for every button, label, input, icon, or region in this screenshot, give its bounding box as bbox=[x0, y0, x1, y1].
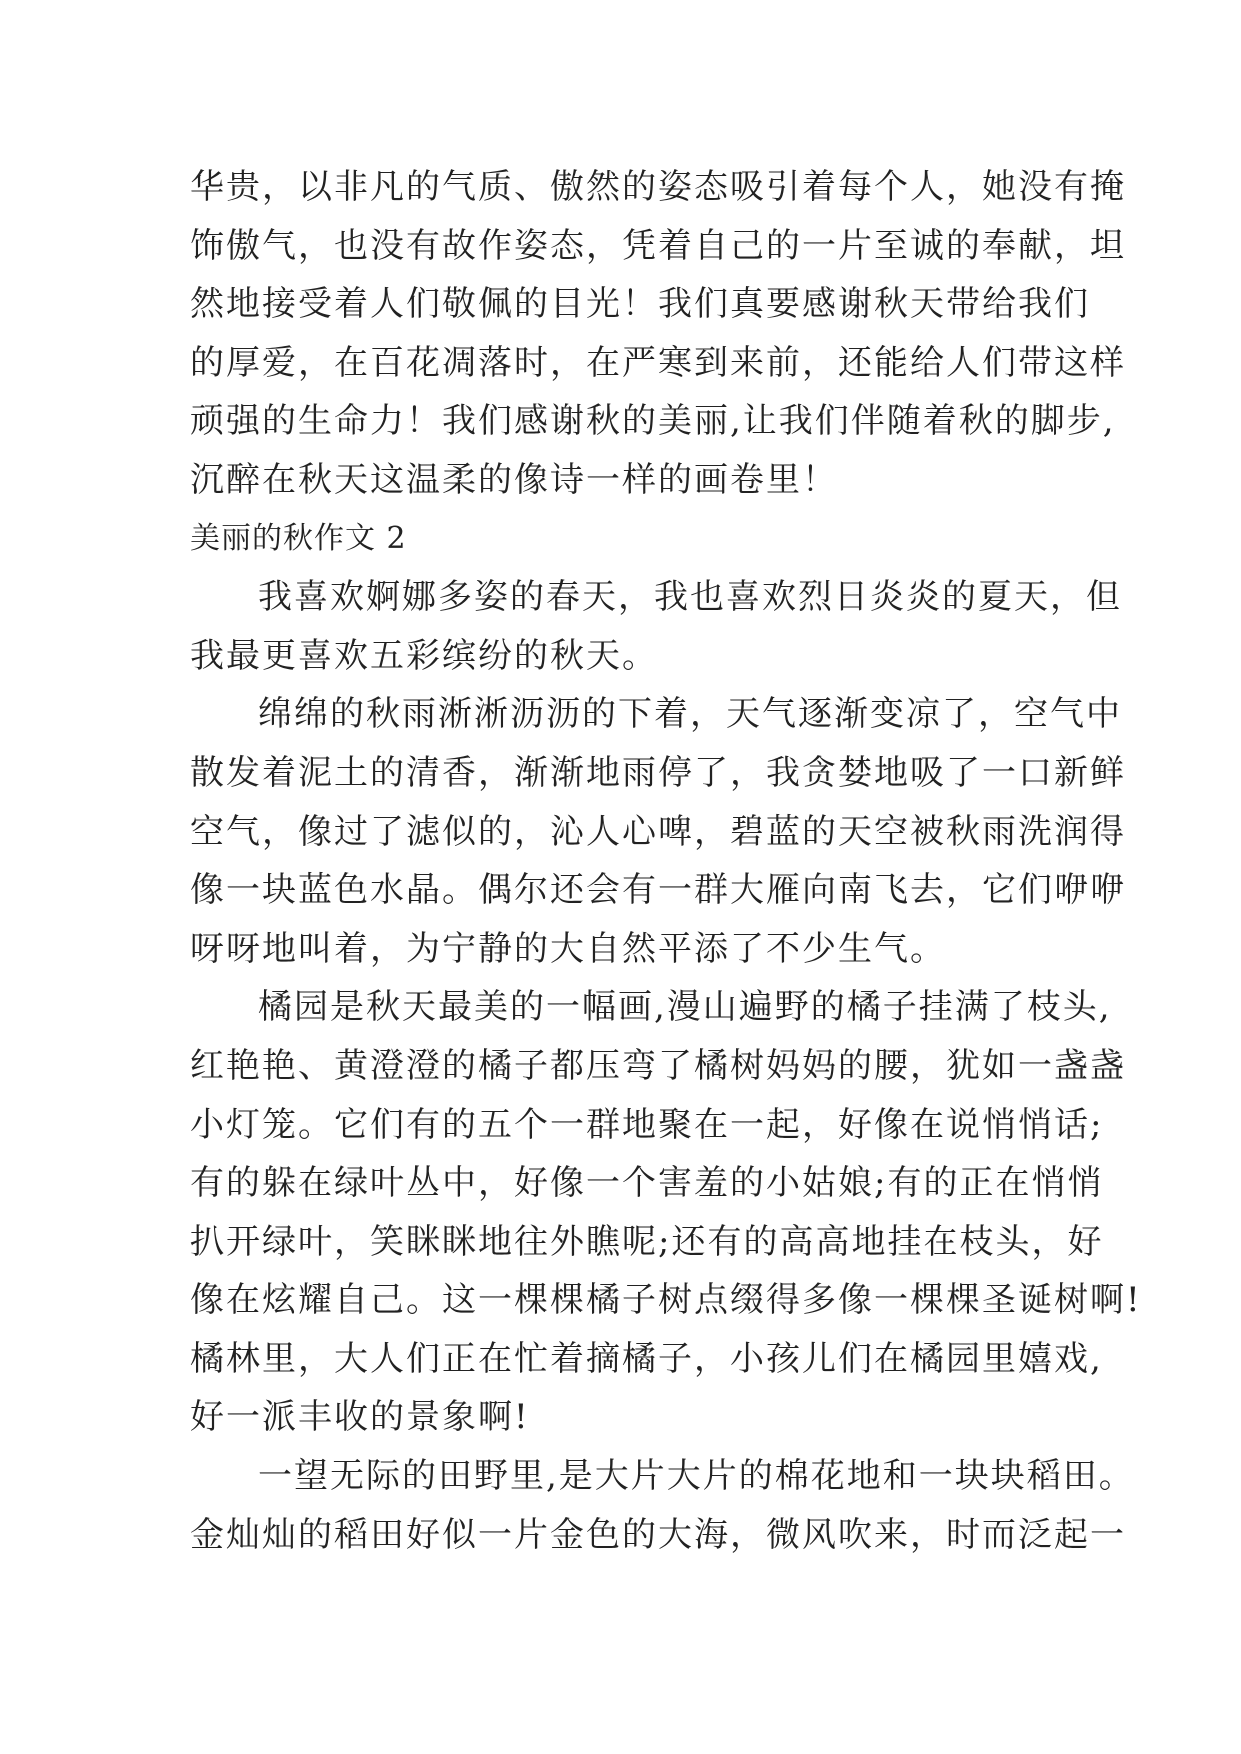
paragraph-2-line: 空气，像过了滤似的，沁人心啤，碧蓝的天空被秋雨洗润得 bbox=[190, 811, 1126, 852]
text-line: 顽强的生命力！我们感谢秋的美丽,让我们伴随着秋的脚步, bbox=[190, 401, 1116, 442]
paragraph-2-line: 绵绵的秋雨淅淅沥沥的下着，天气逐渐变凉了，空气中 bbox=[258, 694, 1122, 735]
text-line: 沉醉在秋天这温柔的像诗一样的画卷里！ bbox=[190, 459, 838, 500]
text-line: 华贵，以非凡的气质、傲然的姿态吸引着每个人，她没有掩 bbox=[190, 167, 1126, 207]
paragraph-1-line: 我喜欢婀娜多姿的春天，我也喜欢烈日炎炎的夏天，但 bbox=[258, 577, 1122, 618]
paragraph-3-line: 扒开绿叶，笑眯眯地往外瞧呢;还有的高高地挂在枝头，好 bbox=[190, 1221, 1104, 1262]
paragraph-3-line: 像在炫耀自己。这一棵棵橘子树点缀得多像一棵棵圣诞树啊! bbox=[190, 1280, 1142, 1321]
text-line: 的厚爱，在百花凋落时，在严寒到来前，还能给人们带这样 bbox=[190, 342, 1126, 383]
paragraph-3-line: 橘林里，大人们正在忙着摘橘子，小孩儿们在橘园里嬉戏, bbox=[190, 1338, 1103, 1379]
paragraph-3-line: 橘园是秋天最美的一幅画,漫山遍野的橘子挂满了枝头, bbox=[258, 987, 1112, 1028]
paragraph-1-line: 我最更喜欢五彩缤纷的秋天。 bbox=[190, 635, 658, 676]
paragraph-3-line: 有的躲在绿叶丛中，好像一个害羞的小姑娘;有的正在悄悄 bbox=[190, 1163, 1104, 1204]
paragraph-2-line: 像一块蓝色水晶。偶尔还会有一群大雁向南飞去，它们咿咿 bbox=[190, 870, 1126, 911]
paragraph-3-line: 好一派丰收的景象啊! bbox=[190, 1397, 530, 1438]
paragraph-2-line: 散发着泥土的清香，渐渐地雨停了，我贪婪地吸了一口新鲜 bbox=[190, 752, 1126, 793]
paragraph-3-line: 红艳艳、黄澄澄的橘子都压弯了橘树妈妈的腰，犹如一盏盏 bbox=[190, 1045, 1126, 1086]
text-line: 然地接受着人们敬佩的目光！我们真要感谢秋天带给我们 bbox=[190, 284, 1090, 325]
paragraph-2-line: 呀呀地叫着，为宁静的大自然平添了不少生气。 bbox=[190, 928, 946, 969]
paragraph-4-line: 一望无际的田野里,是大片大片的棉花地和一块块稻田。 bbox=[258, 1456, 1135, 1497]
essay-body bbox=[190, 158, 1142, 1564]
paragraph-3-line: 小灯笼。它们有的五个一群地聚在一起，好像在说悄悄话; bbox=[190, 1104, 1104, 1145]
section-title: 美丽的秋作文 2 bbox=[190, 520, 407, 556]
paragraph-4-line: 金灿灿的稻田好似一片金色的大海，微风吹来，时而泛起一 bbox=[190, 1514, 1126, 1555]
text-line: 饰傲气，也没有故作姿态，凭着自己的一片至诚的奉献，坦 bbox=[190, 225, 1126, 266]
